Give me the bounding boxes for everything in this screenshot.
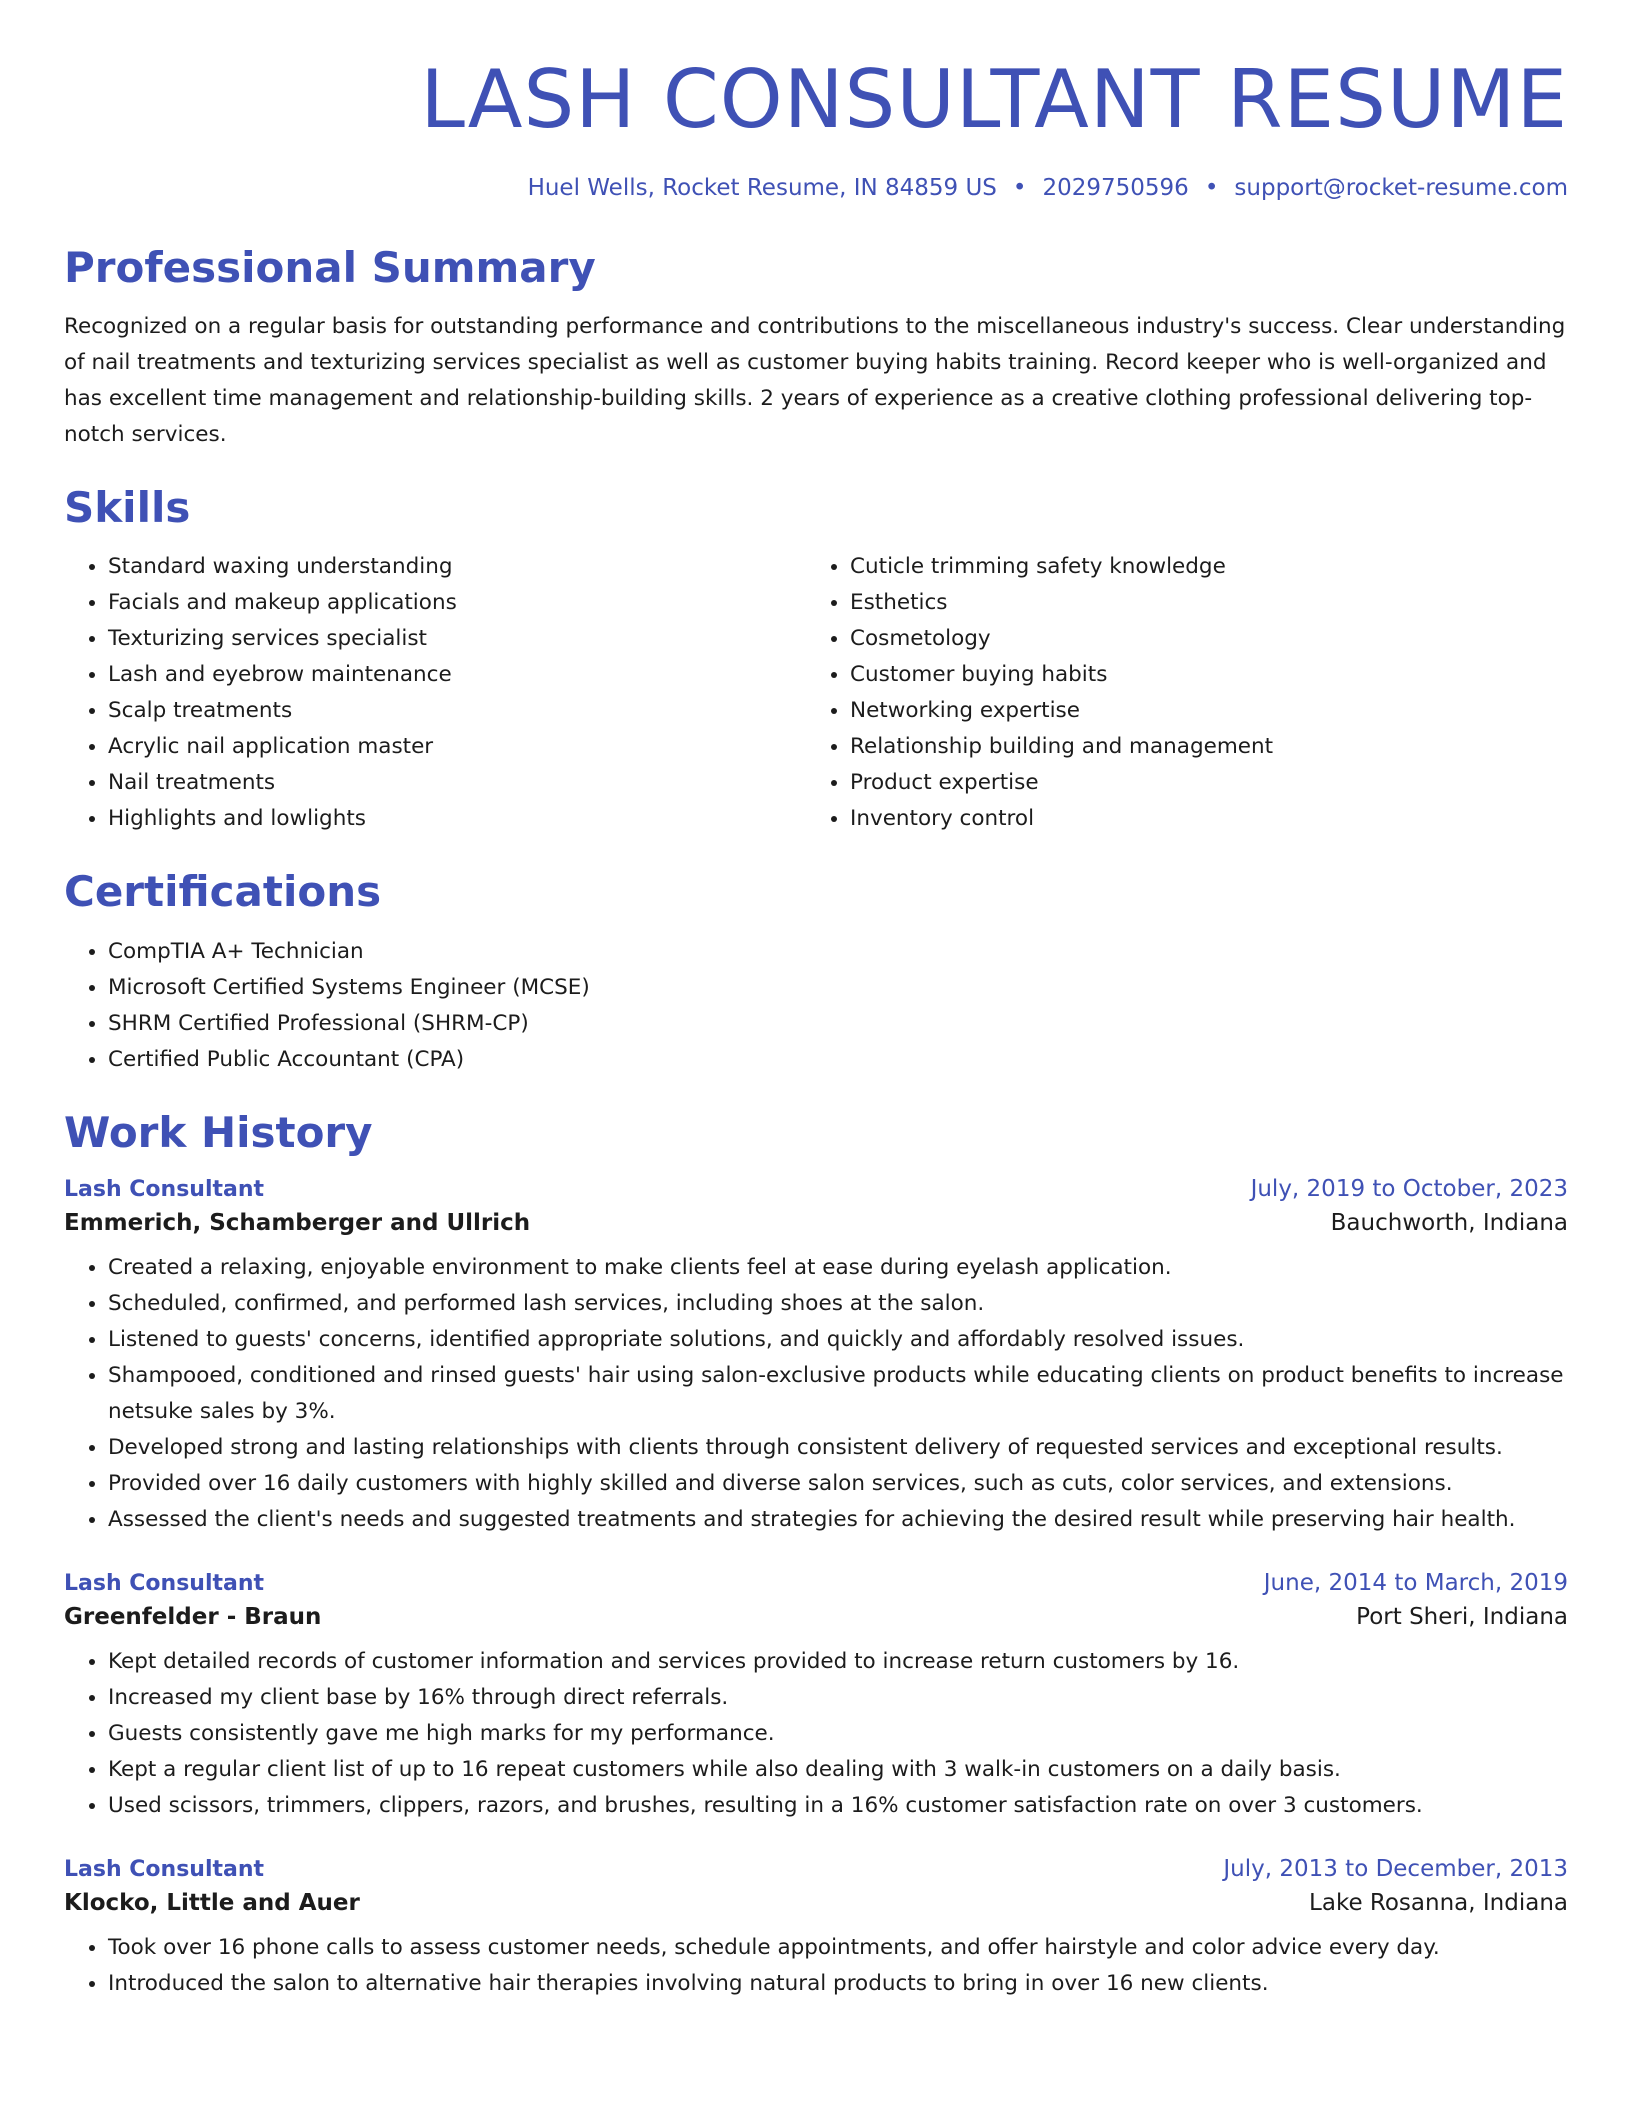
job-entry	[64, 1570, 1568, 1824]
skill-item: • Texturizing services specialist	[108, 621, 806, 657]
summary-heading: Professional Summary	[64, 243, 596, 292]
job-company: Greenfelder - Braun	[64, 1603, 322, 1630]
job-company: Klocko, Little and Auer	[64, 1889, 360, 1916]
job-dates: June, 2014 to March, 2019	[1263, 1569, 1568, 1596]
summary-text: Recognized on a regular basis for outstanding performance and contributions to the miscellaneous industry's success. Clear understanding of nail treatments and texturizing services specialist as well as customer buying habits training. Record keeper who is well-organized and has excellent time management and relationship-building skills. 2 years of experience as a creative clothing professional delivering top-notch services.	[64, 314, 1566, 448]
job-bullet: • Developed strong and lasting relationships with clients through consistent delivery of requested services and exceptional results.	[108, 1430, 1568, 1466]
job-bullet: • Created a relaxing, enjoyable environment to make clients feel at ease during eyelash application.	[108, 1250, 1568, 1286]
skill-item: • Facials and makeup applications	[108, 585, 806, 621]
skill-item: • Cuticle trimming safety knowledge	[850, 549, 1548, 585]
job-location: Bauchworth, Indiana	[1330, 1209, 1568, 1236]
skill-item: • Customer buying habits	[850, 657, 1548, 693]
skill-item: • Nail treatments	[108, 765, 806, 801]
certification-item: • SHRM Certified Professional (SHRM-CP)	[108, 1006, 1568, 1042]
resume-page	[64, 0, 1568, 2112]
job-company: Emmerich, Schamberger and Ullrich	[64, 1209, 531, 1236]
job-title: Lash Consultant	[64, 1856, 265, 1882]
certifications-list	[64, 934, 1568, 1078]
job-bullets	[64, 1930, 1568, 2002]
job-bullet: • Took over 16 phone calls to assess customer needs, schedule appointments, and offer hairstyle and color advice every day.	[108, 1930, 1568, 1966]
skill-item: • Relationship building and management	[850, 729, 1548, 765]
job-bullet: • Provided over 16 daily customers with highly skilled and diverse salon services, such as cuts, color services, and extensions.	[108, 1466, 1568, 1502]
skill-item: • Acrylic nail application master	[108, 729, 806, 765]
contact-email[interactable]: support@rocket-resume.com	[1234, 175, 1568, 201]
job-bullet: • Introduced the salon to alternative hair therapies involving natural products to bring in over 16 new clients.	[108, 1966, 1568, 2002]
job-bullet: • Scheduled, confirmed, and performed lash services, including shoes at the salon.	[108, 1286, 1568, 1322]
job-bullet: • Increased my client base by 16% through direct referrals.	[108, 1680, 1568, 1716]
certification-item: • CompTIA A+ Technician	[108, 934, 1568, 970]
certification-item: • Certified Public Accountant (CPA)	[108, 1042, 1568, 1078]
job-dates: July, 2019 to October, 2023	[1250, 1175, 1568, 1202]
job-entry	[64, 1856, 1568, 2002]
skill-item: • Esthetics	[850, 585, 1548, 621]
job-bullet: • Used scissors, trimmers, clippers, razors, and brushes, resulting in a 16% customer satisfaction rate on over 3 customers.	[108, 1788, 1568, 1824]
job-bullets	[64, 1250, 1568, 1538]
contact-separator: •	[1012, 175, 1027, 201]
skills-heading: Skills	[64, 483, 191, 533]
skill-item: • Scalp treatments	[108, 693, 806, 729]
job-company-row	[64, 1210, 1568, 1236]
job-dates: July, 2013 to December, 2013	[1223, 1855, 1568, 1882]
skill-item: • Networking expertise	[850, 693, 1548, 729]
job-header-row	[64, 1856, 1568, 1882]
job-bullet: • Guests consistently gave me high marks for my performance.	[108, 1716, 1568, 1752]
resume-title: LASH CONSULTANT RESUME	[420, 53, 1568, 146]
job-header-row	[64, 1176, 1568, 1202]
job-bullet: • Kept a regular client list of up to 16 repeat customers while also dealing with 3 walk-in customers on a daily basis.	[108, 1752, 1568, 1788]
job-header-row	[64, 1570, 1568, 1596]
skill-item: • Standard waxing understanding	[108, 549, 806, 585]
job-entry	[64, 1176, 1568, 1538]
job-bullets	[64, 1644, 1568, 1824]
certifications-heading: Certifications	[64, 867, 382, 917]
work-history-heading: Work History	[64, 1107, 373, 1157]
skills-list-left	[64, 549, 806, 837]
job-bullet: • Kept detailed records of customer information and services provided to increase return customers by 16.	[108, 1644, 1568, 1680]
skill-item: • Cosmetology	[850, 621, 1548, 657]
contact-line	[64, 175, 1568, 201]
job-title: Lash Consultant	[64, 1570, 265, 1596]
job-title: Lash Consultant	[64, 1176, 265, 1202]
job-bullet: • Shampooed, conditioned and rinsed guests' hair using salon-exclusive products while educating clients on product benefits to increase netsuke sales by 3%.	[108, 1358, 1568, 1430]
skill-item: • Highlights and lowlights	[108, 801, 806, 837]
contact-address: Huel Wells, Rocket Resume, IN 84859 US	[527, 175, 997, 201]
job-company-row	[64, 1604, 1568, 1630]
skill-item: • Product expertise	[850, 765, 1548, 801]
contact-phone: 2029750596	[1042, 175, 1189, 201]
job-bullet: • Assessed the client's needs and suggested treatments and strategies for achieving the desired result while preserving hair health.	[108, 1502, 1568, 1538]
contact-separator: •	[1204, 175, 1219, 201]
job-company-row	[64, 1890, 1568, 1916]
job-bullet: • Listened to guests' concerns, identified appropriate solutions, and quickly and affordably resolved issues.	[108, 1322, 1568, 1358]
certification-item: • Microsoft Certified Systems Engineer (MCSE)	[108, 970, 1568, 1006]
job-location: Lake Rosanna, Indiana	[1309, 1889, 1568, 1916]
skills-grid	[64, 549, 1568, 837]
skill-item: • Lash and eyebrow maintenance	[108, 657, 806, 693]
skill-item: • Inventory control	[850, 801, 1548, 837]
skills-list-right	[806, 549, 1548, 837]
job-location: Port Sheri, Indiana	[1356, 1603, 1568, 1630]
